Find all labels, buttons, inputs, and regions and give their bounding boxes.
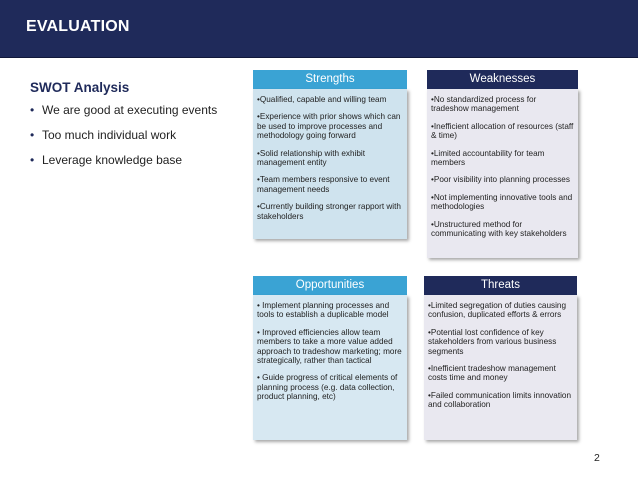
weakness-item: •No standardized process for tradeshow management	[431, 95, 537, 114]
swot-title: SWOT Analysis	[30, 80, 130, 95]
bullet-item: • We are good at executing events	[30, 103, 217, 128]
bullet-item: • Too much individual work	[30, 128, 217, 153]
page-number: 2	[594, 452, 600, 464]
strength-item: •Solid relationship with exhibit management entity	[257, 148, 365, 168]
header-bar	[0, 0, 638, 58]
threat-item: •Failed communication limits innovation and collaboration	[428, 390, 572, 410]
weakness-item: •Unstructured method for communicating with key stakeholders	[431, 219, 567, 239]
strength-item: •Currently building stronger rapport with stakeholders	[257, 202, 401, 221]
weaknesses-header: Weaknesses	[427, 70, 578, 89]
strengths-header: Strengths	[253, 70, 407, 89]
opportunities-header: Opportunities	[253, 276, 407, 295]
bullet-item: • Leverage knowledge base	[30, 153, 217, 178]
strength-item: •Qualified, capable and willing team	[257, 95, 387, 104]
weakness-item: •Not implementing innovative tools and methodologies	[431, 192, 573, 212]
threat-item: •Potential lost confidence of key stakeholders from various business segments	[428, 327, 557, 356]
threats-box	[424, 295, 577, 440]
opportunities-box	[253, 295, 407, 440]
strength-item: •Team members responsive to event management needs	[257, 175, 390, 194]
opportunity-item: • Improved efficiencies allow team members to take a more value added approach to tradeshow marketing; more strategically, rather than tactical	[257, 327, 402, 366]
threat-item: •Inefficient tradeshow management costs time and money	[428, 364, 556, 383]
strengths-box	[253, 89, 407, 239]
weaknesses-box	[427, 89, 578, 258]
threats-header: Threats	[424, 276, 577, 295]
weakness-item: •Poor visibility into planning processes	[431, 175, 570, 185]
swot-bullet-list	[30, 103, 217, 178]
strength-item: •Experience with prior shows which can be used to improve processes and methodology going forward	[257, 112, 401, 141]
weakness-item: •Limited accountability for team members	[431, 148, 545, 168]
threat-item: •Limited segregation of duties causing confusion, duplicated efforts & errors	[428, 301, 567, 320]
opportunity-item: • Guide progress of critical elements of planning process (e.g. data collection, product planning, etc)	[257, 373, 398, 402]
weakness-item: •Inefficient allocation of resources (staff & time)	[431, 121, 574, 141]
opportunity-item: • Implement planning processes and tools to establish a duplicable model	[257, 301, 390, 320]
page-title: EVALUATION	[26, 18, 130, 35]
